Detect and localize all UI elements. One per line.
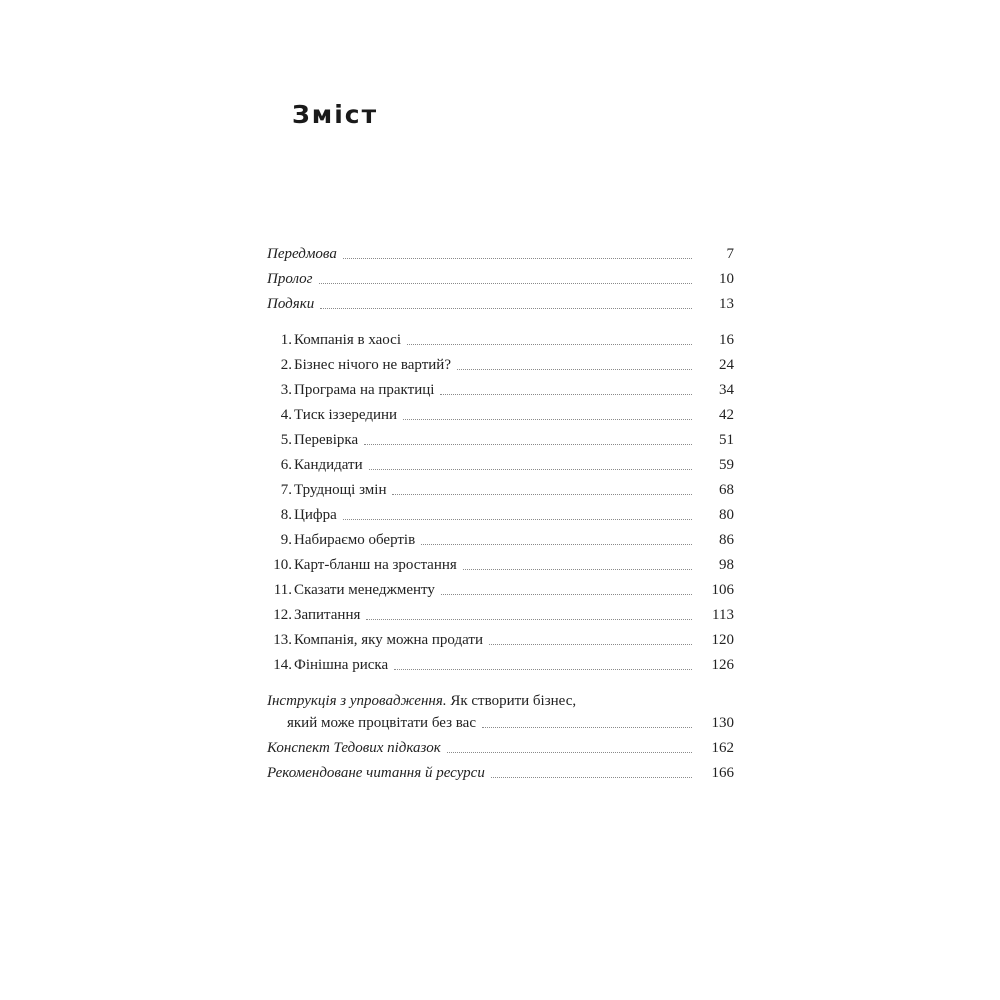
dot-leader <box>343 519 692 520</box>
dot-leader <box>463 569 692 570</box>
toc-entry-chapter-3[interactable] <box>267 374 734 399</box>
toc-entry-title: Запитання <box>294 607 361 623</box>
toc-entry-title-line1 <box>267 688 734 710</box>
chapter-number: 12. <box>273 607 292 623</box>
toc-entry-title: Набираємо обертів <box>294 532 416 548</box>
chapter-number: 3. <box>280 382 292 398</box>
toc-entry-title: Цифра <box>294 507 337 523</box>
chapter-number: 8. <box>280 507 292 523</box>
dot-leader <box>482 727 692 728</box>
toc-entry-page: 7 <box>726 246 734 262</box>
toc-entry-title: Передмова <box>267 246 337 262</box>
toc-entry-page: 86 <box>719 532 734 548</box>
chapter-number: 13. <box>273 632 292 648</box>
toc-entry-page: 166 <box>711 765 734 781</box>
toc-entry-chapter-12[interactable] <box>267 599 734 624</box>
toc-entry-page: 13 <box>719 296 734 312</box>
dot-leader <box>403 419 692 420</box>
toc-entry-page: 34 <box>719 382 734 398</box>
toc-entry-page: 113 <box>712 607 734 623</box>
dot-leader <box>447 752 692 753</box>
chapter-number: 10. <box>273 557 292 573</box>
toc-entry-page: 59 <box>719 457 734 473</box>
toc-entry-title-italic: Інструкція з упровадження. <box>267 693 447 709</box>
toc-entry-chapter-6[interactable] <box>267 449 734 474</box>
chapter-number: 2. <box>280 357 292 373</box>
toc-entry-title: Сказати менеджменту <box>294 582 435 598</box>
dot-leader <box>457 369 692 370</box>
toc-entry-foreword[interactable] <box>267 238 734 263</box>
toc-entry-title: Перевірка <box>294 432 359 448</box>
toc-entry-page: 130 <box>711 715 734 731</box>
dot-leader <box>421 544 692 545</box>
toc-entry-title: Кандидати <box>294 457 363 473</box>
toc-entry-page: 98 <box>719 557 734 573</box>
dot-leader <box>319 283 692 284</box>
toc-entry-page: 16 <box>719 332 734 348</box>
dot-leader <box>366 619 692 620</box>
dot-leader <box>441 594 692 595</box>
chapter-number: 6. <box>280 457 292 473</box>
toc-entry-page: 120 <box>711 632 734 648</box>
toc-entry-title: Бізнес нічого не вартий? <box>294 357 451 373</box>
toc-entry-page: 10 <box>719 271 734 287</box>
toc-entry-page: 126 <box>711 657 734 673</box>
toc-entry-title: Програма на практиці <box>294 382 435 398</box>
toc-entry-acknowledgments[interactable] <box>267 288 734 313</box>
toc-entry-title: Карт-бланш на зростання <box>294 557 457 573</box>
toc-entry-page: 42 <box>719 407 734 423</box>
toc-entry-title-line2: який може процвітати без вас <box>287 715 476 731</box>
toc-entry-title: Тиск іззередини <box>294 407 398 423</box>
toc-entry-chapter-8[interactable] <box>267 499 734 524</box>
toc-entry-page: 68 <box>719 482 734 498</box>
toc-entry-title: Фінішна риска <box>294 657 389 673</box>
toc-entry-chapter-5[interactable] <box>267 424 734 449</box>
toc-entry-title-rest: Як створити бізнес, <box>446 693 577 709</box>
chapter-number: 1. <box>280 332 292 348</box>
chapter-number: 14. <box>273 657 292 673</box>
page-title: Зміст <box>292 100 379 129</box>
chapter-number: 4. <box>280 407 292 423</box>
dot-leader <box>407 344 692 345</box>
toc-entry-chapter-9[interactable] <box>267 524 734 549</box>
dot-leader <box>364 444 692 445</box>
toc-entry-page: 106 <box>711 582 734 598</box>
toc-entry-page: 162 <box>711 740 734 756</box>
chapter-number: 9. <box>280 532 292 548</box>
toc-entry-title: Подяки <box>267 296 315 312</box>
dot-leader <box>440 394 692 395</box>
toc-entry-chapter-13[interactable] <box>267 624 734 649</box>
dot-leader <box>394 669 692 670</box>
table-of-contents <box>267 238 734 782</box>
dot-leader <box>491 777 692 778</box>
chapter-number: 5. <box>280 432 292 448</box>
toc-entry-chapter-11[interactable] <box>267 574 734 599</box>
toc-entry-page: 51 <box>719 432 734 448</box>
toc-entry-title: Труднощі змін <box>294 482 387 498</box>
toc-entry-chapter-1[interactable] <box>267 324 734 349</box>
toc-entry-title: Рекомендоване читання й ресурси <box>267 765 485 781</box>
toc-entry-chapter-10[interactable] <box>267 549 734 574</box>
toc-entry-title: Компанія в хаосі <box>294 332 401 348</box>
toc-entry-title: Конспект Тедових підказок <box>267 740 441 756</box>
dot-leader <box>320 308 692 309</box>
toc-entry-page: 80 <box>719 507 734 523</box>
toc-entry-last-line <box>267 710 734 732</box>
dot-leader <box>489 644 692 645</box>
toc-entry-chapter-2[interactable] <box>267 349 734 374</box>
toc-entry-ted-tips[interactable] <box>267 732 734 757</box>
toc-entry-chapter-4[interactable] <box>267 399 734 424</box>
toc-entry-recommended-reading[interactable] <box>267 757 734 782</box>
dot-leader <box>392 494 692 495</box>
toc-entry-title: Компанія, яку можна продати <box>294 632 483 648</box>
chapter-number: 7. <box>280 482 292 498</box>
toc-entry-chapter-14[interactable] <box>267 649 734 674</box>
toc-entry-title: Пролог <box>267 271 313 287</box>
dot-leader <box>369 469 692 470</box>
dot-leader <box>343 258 692 259</box>
toc-entry-page: 24 <box>719 357 734 373</box>
toc-entry-implementation-guide[interactable] <box>267 688 734 732</box>
chapter-number: 11. <box>273 582 292 598</box>
toc-entry-chapter-7[interactable] <box>267 474 734 499</box>
toc-entry-prologue[interactable] <box>267 263 734 288</box>
